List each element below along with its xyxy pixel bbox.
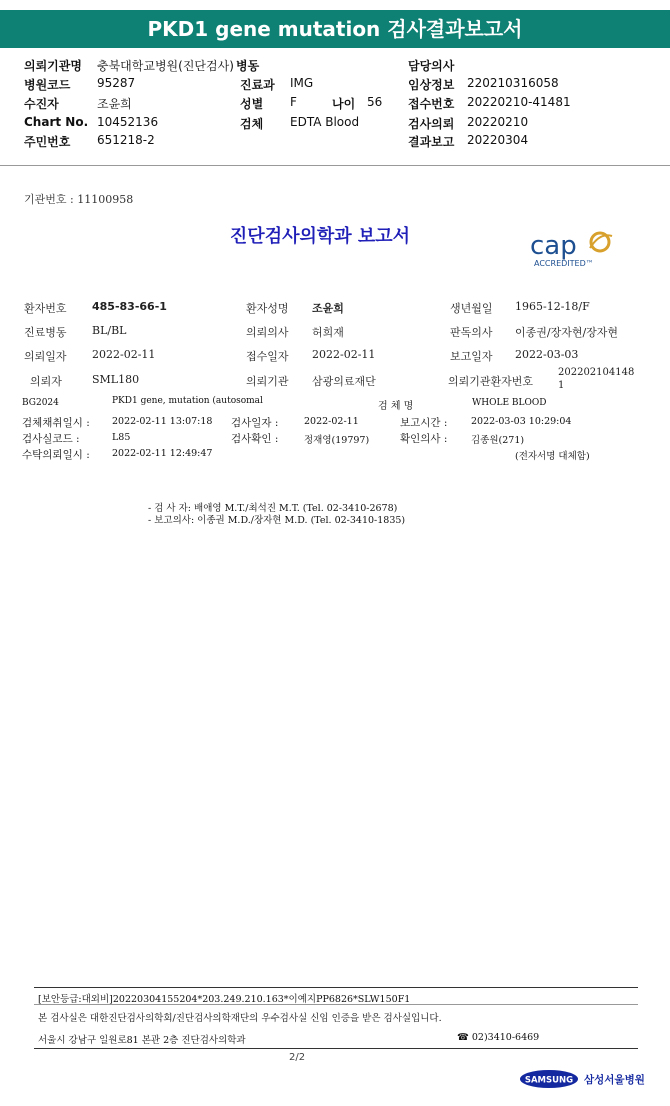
header-label-ward: 병동 xyxy=(236,59,260,73)
test-specimen-value: WHOLE BLOOD xyxy=(472,398,547,408)
samsung-wordmark: SAMSUNG xyxy=(524,1075,574,1086)
patient-value-report-date: 2022-03-03 xyxy=(515,348,579,361)
report-time-value: 2022-03-03 10:29:04 xyxy=(471,416,572,427)
lab-code-label: 검사실코드 : xyxy=(22,433,80,445)
tester-line: - 검 사 자: 배애영 M.T./최석진 M.T. (Tel. 02-3410-2678) xyxy=(148,503,398,514)
footer-bottom-rule xyxy=(34,1048,638,1049)
patient-value-inst-patient-no: 202202104148 xyxy=(558,367,635,378)
patient-label-report-date: 보고일자 xyxy=(450,350,493,363)
header-value-receipt-no: 20220210-41481 xyxy=(467,95,571,109)
patient-label-inst-patient-no: 의뢰기관환자번호 xyxy=(448,375,534,388)
collect-time-label: 검체채취일시 : xyxy=(22,417,90,429)
header-label-result-report: 결과보고 xyxy=(408,135,455,149)
header-label-chart-no: Chart No. xyxy=(24,115,89,129)
patient-label-reading-doctor: 판독의사 xyxy=(450,326,493,339)
test-specimen-label: 검 체 명 xyxy=(378,401,414,412)
header-label-age: 나이 xyxy=(332,97,356,111)
patient-value-requester: SML180 xyxy=(92,373,140,386)
header-divider xyxy=(0,165,670,166)
patient-value-requesting-inst: 삼광의료재단 xyxy=(312,375,376,388)
header-label-receipt-no: 접수번호 xyxy=(408,97,455,111)
esign-note: (전자서명 대체함) xyxy=(515,451,590,462)
footer-top-rule xyxy=(34,987,638,988)
patient-label-requester: 의뢰자 xyxy=(30,375,62,388)
consign-time-label: 수탁의뢰일시 : xyxy=(22,449,90,461)
test-name: PKD1 gene, mutation (autosomal xyxy=(112,396,263,406)
patient-value-ordering-doctor: 허희재 xyxy=(312,326,344,339)
patient-value-ward: BL/BL xyxy=(92,324,127,337)
security-line: [보안등급:대외비]20220304155204*203.249.210.163*이예지PP6826*SLW150F1 xyxy=(38,994,411,1005)
cap-logo-subtext: ACCREDITED™ xyxy=(534,259,594,268)
collect-time-value: 2022-02-11 13:07:18 xyxy=(112,416,213,427)
lab-address: 서울시 강남구 일원로81 본관 2층 진단검사의학과 xyxy=(38,1035,246,1046)
patient-value-inst-patient-no-cont: 1 xyxy=(558,380,565,391)
patient-value-name: 조윤희 xyxy=(312,302,344,315)
test-code: BG2024 xyxy=(22,398,59,408)
patient-label-request-date: 의뢰일자 xyxy=(24,350,67,363)
patient-value-dob: 1965-12-18/F xyxy=(515,300,590,313)
footer-inner-rule xyxy=(34,1004,638,1005)
header-label-request-date: 검사의뢰 xyxy=(408,117,455,131)
patient-label-dob: 생년월일 xyxy=(450,302,493,315)
patient-label-ordering-doctor: 의뢰의사 xyxy=(246,326,289,339)
patient-value-number: 485-83-66-1 xyxy=(92,300,167,313)
lab-phone: ☎ 02)3410-6469 xyxy=(457,1032,540,1043)
document-title: PKD1 gene mutation 검사결과보고서 xyxy=(0,10,670,48)
patient-label-number: 환자번호 xyxy=(24,302,67,315)
cap-logo-text: cap xyxy=(530,231,577,261)
header-value-result-report: 20220304 xyxy=(467,133,529,147)
header-value-resident-no: 651218-2 xyxy=(97,133,155,147)
patient-label-name: 환자성명 xyxy=(246,302,289,315)
test-date-label: 검사일자 : xyxy=(231,417,279,429)
header-label-resident-no: 주민번호 xyxy=(24,135,71,149)
header-value-request-date: 20220210 xyxy=(467,115,529,129)
header-value-dept: IMG xyxy=(290,76,314,90)
reporting-doctor-line: - 보고의사: 이종권 M.D./장자현 M.D. (Tel. 02-3410-1835) xyxy=(148,515,406,526)
patient-label-requesting-inst: 의뢰기관 xyxy=(246,375,289,388)
hospital-name: 삼성서울병원 xyxy=(584,1074,645,1086)
institution-number: 기관번호 : 11100958 xyxy=(24,193,134,206)
header-value-specimen: EDTA Blood xyxy=(290,115,360,129)
report-title: 진단검사의학과 보고서 xyxy=(229,226,411,247)
page-number: 2/2 xyxy=(289,1052,306,1063)
header-value-patient: 조윤희 xyxy=(97,97,132,111)
patient-label-ward: 진료병동 xyxy=(24,326,67,339)
lab-code-value: L85 xyxy=(112,432,131,443)
cap-accredited-logo xyxy=(528,228,618,270)
test-date-value: 2022-02-11 xyxy=(304,416,359,427)
certification-line: 본 검사실은 대한진단검사의학회/진단검사의학재단의 우수검사실 신임 인증을 받은 검사실입니다. xyxy=(38,1013,442,1024)
report-time-label: 보고시간 : xyxy=(400,417,448,429)
header-label-hospital-code: 병원코드 xyxy=(24,78,71,92)
patient-value-request-date: 2022-02-11 xyxy=(92,348,156,361)
header-label-dept: 진료과 xyxy=(240,78,275,92)
samsung-hospital-logo xyxy=(520,1068,650,1094)
header-value-clinical-info: 220210316058 xyxy=(467,76,559,90)
confirm-doctor-value: 김종원(271) xyxy=(471,435,525,446)
header-value-institution: 충북대학교병원(진단검사) xyxy=(97,59,234,73)
test-confirm-label: 검사확인 : xyxy=(231,433,279,445)
header-value-sex: F xyxy=(290,95,297,109)
header-label-specimen: 검체 xyxy=(240,117,264,131)
header-label-patient: 수진자 xyxy=(24,97,59,111)
header-label-clinical-info: 임상정보 xyxy=(408,78,455,92)
header-value-chart-no: 10452136 xyxy=(97,115,159,129)
patient-label-receipt-date: 접수일자 xyxy=(246,350,289,363)
consign-time-value: 2022-02-11 12:49:47 xyxy=(112,448,213,459)
test-confirm-value: 정재영(19797) xyxy=(304,435,370,446)
header-value-hospital-code: 95287 xyxy=(97,76,136,90)
header-label-institution: 의뢰기관명 xyxy=(24,59,82,73)
patient-value-receipt-date: 2022-02-11 xyxy=(312,348,376,361)
header-label-doctor: 담당의사 xyxy=(408,59,455,73)
patient-value-reading-doctor: 이종권/장자현/장자현 xyxy=(515,326,619,339)
header-value-age: 56 xyxy=(367,95,383,109)
header-label-sex: 성별 xyxy=(240,97,264,111)
confirm-doctor-label: 확인의사 : xyxy=(400,433,448,445)
